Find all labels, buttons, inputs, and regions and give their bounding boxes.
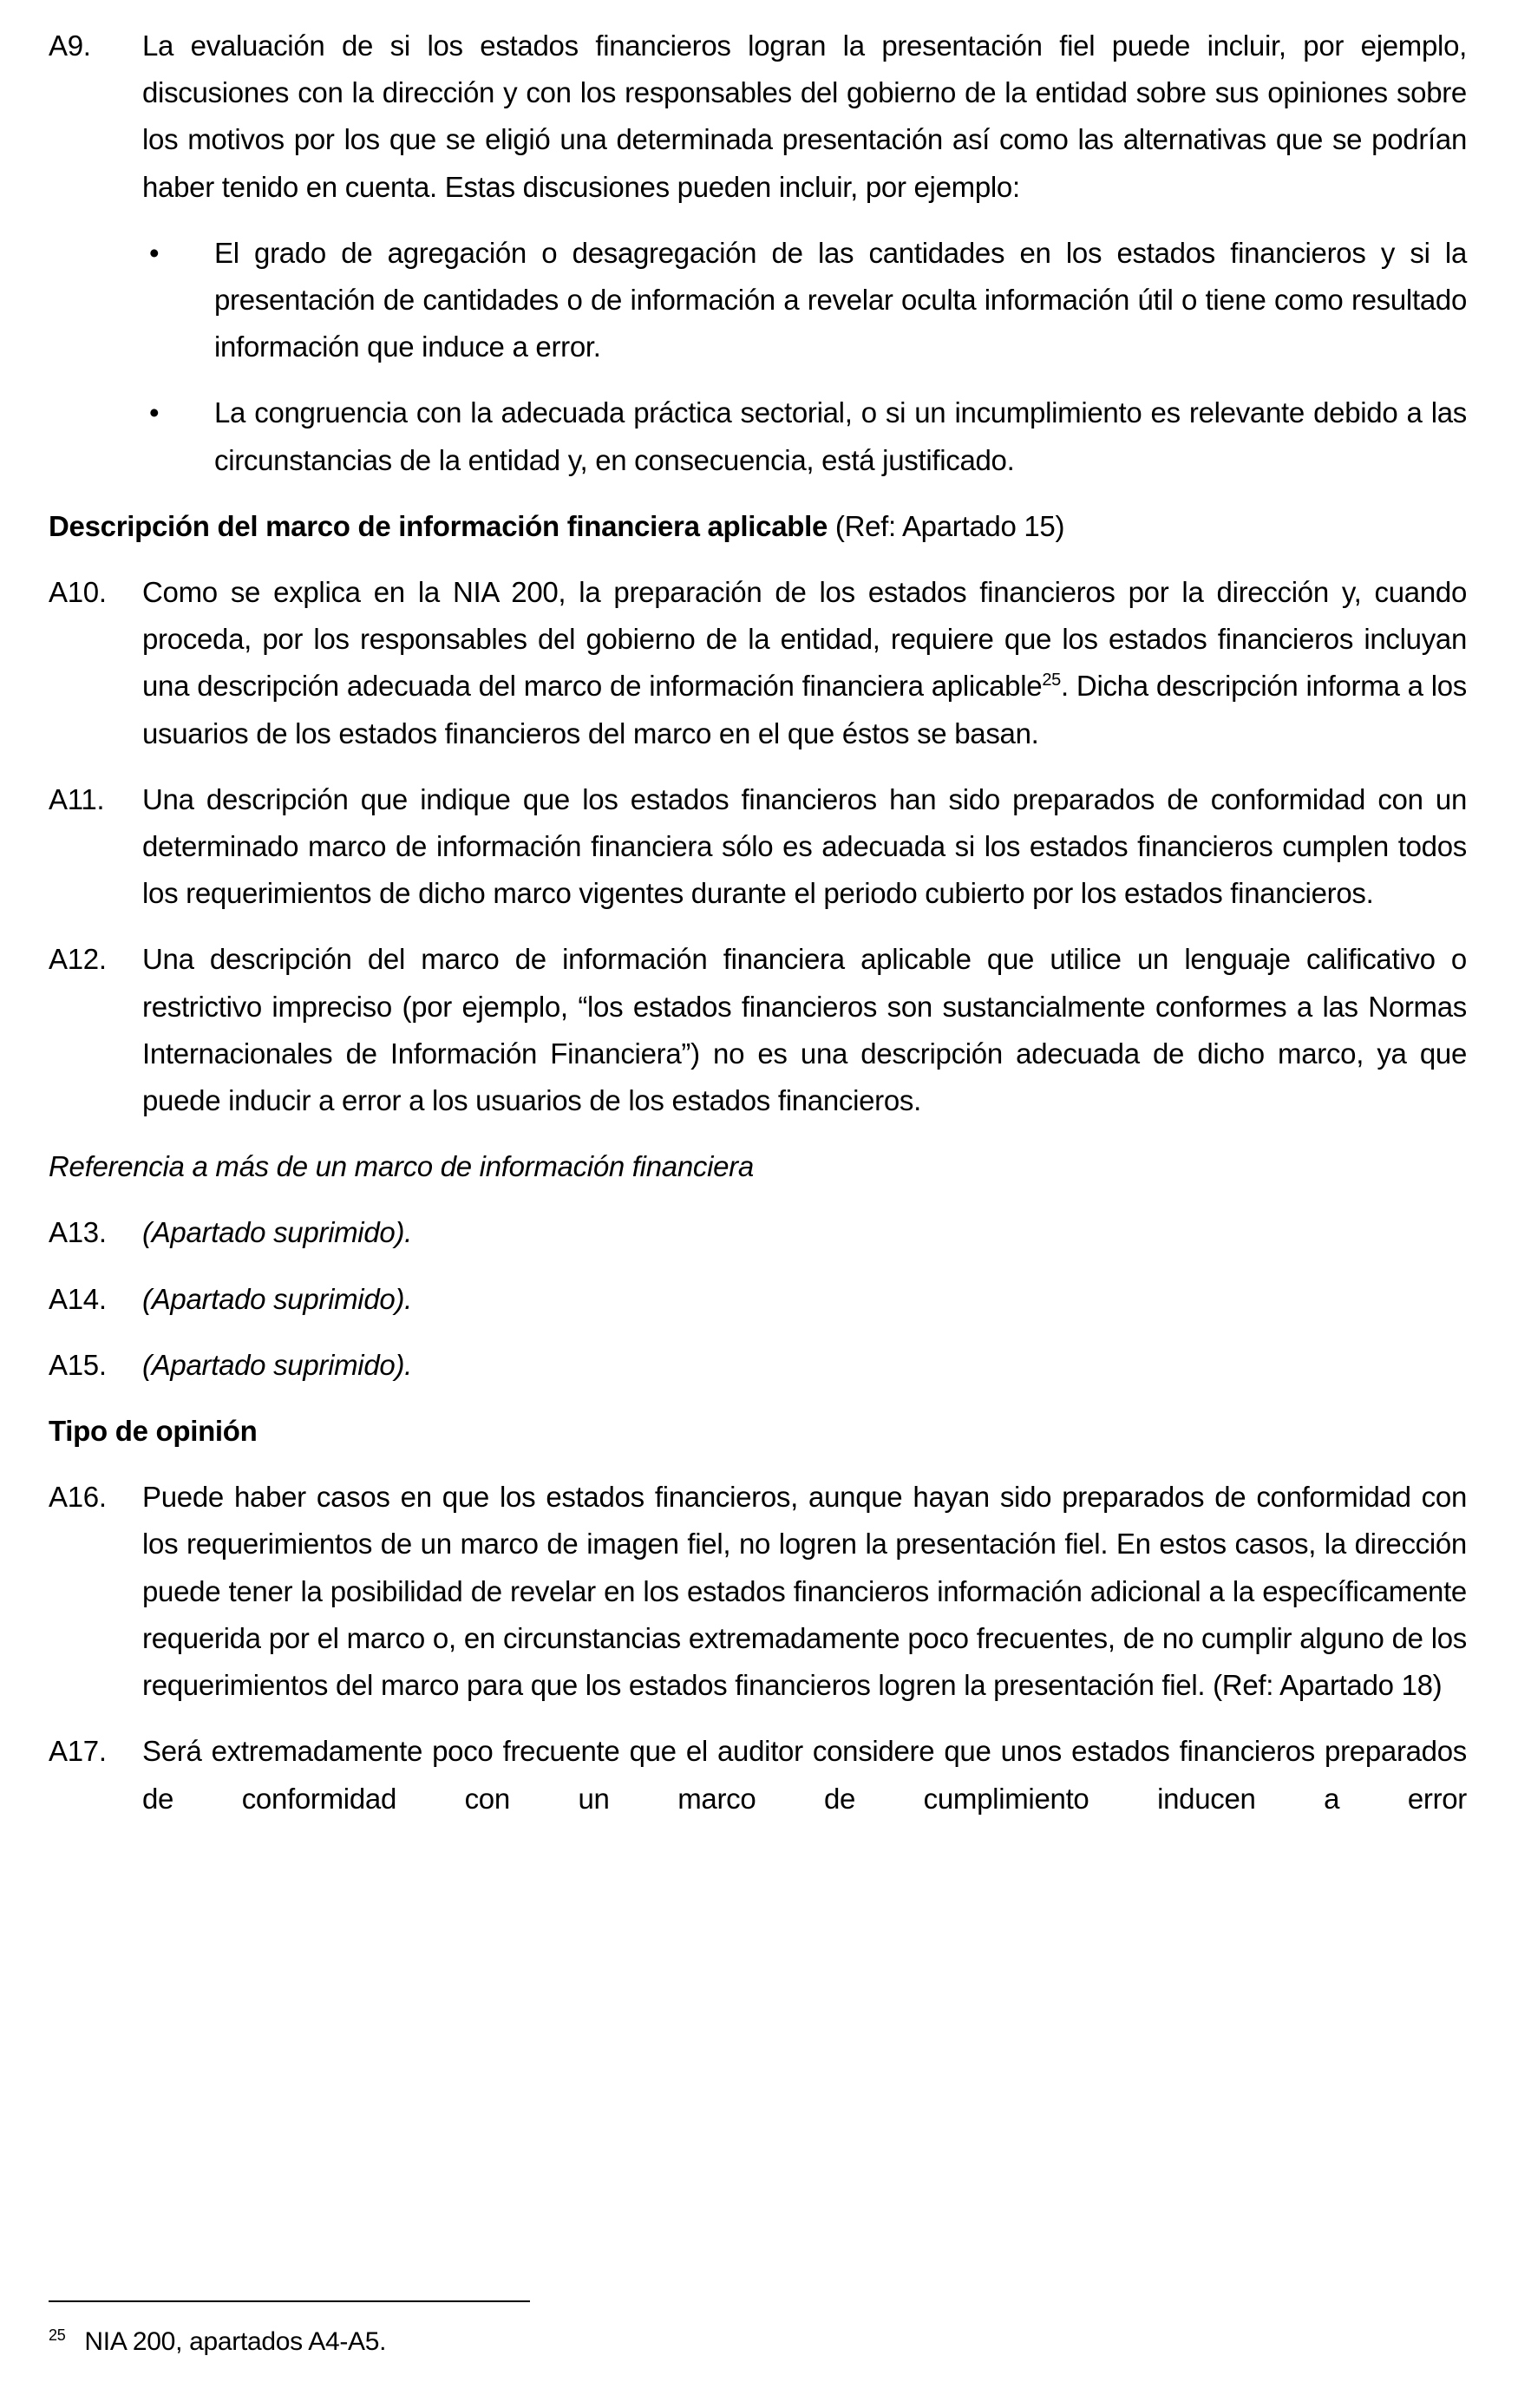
paragraph-number: A12. <box>49 943 107 976</box>
paragraph-number: A14. <box>49 1282 107 1315</box>
paragraph-number: A16. <box>49 1481 107 1514</box>
paragraph-text: Será extremadamente poco frecuente que el auditor considere que unos estados financieros preparados de conformidad con un marco de cumplimiento inducen a error <box>142 1735 1467 1815</box>
subsection-heading: Referencia a más de un marco de información financiera <box>49 1150 754 1183</box>
paragraph-text: (Apartado suprimido). <box>142 1282 413 1315</box>
paragraph-a15 <box>49 1342 1467 1389</box>
paragraph-a13 <box>49 1209 1467 1256</box>
bullet-icon: • <box>149 396 160 429</box>
footnote <box>49 2321 386 2363</box>
paragraph-text-continued: . Dicha descripción informa a los usuarios de los estados financieros del marco en el que éstos se basan. <box>142 670 1467 749</box>
paragraph-text: Una descripción del marco de información financiera aplicable que utilice un lenguaje calificativo o restrictivo impreciso (por ejemplo, “los estados financieros son sustancialmente conformes a las Normas Internacionales de Información Financiera”) no es una descripción adecuada de dicho marco, ya que puede inducir a error a los usuarios de los estados financieros. <box>142 943 1467 1117</box>
paragraph-a9 <box>49 23 1467 211</box>
paragraph-text: (Apartado suprimido). <box>142 1216 413 1249</box>
paragraph-number: A9. <box>49 29 91 62</box>
document-page <box>49 23 1467 1842</box>
paragraph-a14 <box>49 1276 1467 1323</box>
footnote-separator <box>49 2300 530 2302</box>
section-heading: Tipo de opinión <box>49 1415 258 1448</box>
footnote-number: 25 <box>49 2326 66 2344</box>
heading-title: Descripción del marco de información financiera aplicable <box>49 509 828 542</box>
paragraph-a12 <box>49 936 1467 1124</box>
paragraph-a17 <box>49 1728 1467 1822</box>
paragraph-a11 <box>49 776 1467 918</box>
paragraph-number: A10. <box>49 576 107 609</box>
footnote-text: NIA 200, apartados A4-A5. <box>84 2327 387 2356</box>
paragraph-a10 <box>49 569 1467 757</box>
paragraph-text: (Apartado suprimido). <box>142 1348 413 1381</box>
paragraph-number: A17. <box>49 1735 107 1768</box>
bullet-icon: • <box>149 236 160 269</box>
paragraph-text: Como se explica en la NIA 200, la preparación de los estados financieros por la dirección y, cuando proceda, por los responsables del gobierno de la entidad, requiere que los estados financieros incluyan una descripción adecuada del marco de información financiera aplicable <box>142 576 1467 703</box>
section-heading <box>49 503 1467 550</box>
paragraph-number: A15. <box>49 1348 107 1381</box>
bullet-text: El grado de agregación o desagregación de las cantidades en los estados financieros y si la presentación de cantidades o de información a revelar oculta información útil o tiene como resultado información que induce a error. <box>214 236 1467 363</box>
bullet-text: La congruencia con la adecuada práctica sectorial, o si un incumplimiento es relevante debido a las circunstancias de la entidad y, en consecuencia, está justificado. <box>214 396 1467 476</box>
paragraph-text: Una descripción que indique que los estados financieros han sido preparados de conformidad con un determinado marco de información financiera sólo es adecuada si los estados financieros cumplen todos los requerimientos de dicho marco vigentes durante el periodo cubierto por los estados financieros. <box>142 782 1467 910</box>
bullet-item <box>49 389 1467 483</box>
paragraph-number: A13. <box>49 1216 107 1249</box>
paragraph-text: Puede haber casos en que los estados financieros, aunque hayan sido preparados de conformidad con los requerimientos de un marco de imagen fiel, no logren la presentación fiel. En estos casos, la dirección puede tener la posibilidad de revelar en los estados financieros información adicional a la específicamente requerida por el marco o, en circunstancias extremadamente poco frecuentes, de no cumplir alguno de los requerimientos del marco para que los estados financieros logren la presentación fiel. (Ref: Apartado 18) <box>142 1481 1467 1702</box>
paragraph-number: A11. <box>49 782 105 815</box>
paragraph-a16 <box>49 1474 1467 1709</box>
paragraph-text: La evaluación de si los estados financieros logran la presentación fiel puede incluir, por ejemplo, discusiones con la dirección y con los responsables del gobierno de la entidad sobre sus opiniones sobre los motivos por los que se eligió una determinada presentación así como las alternativas que se podrían haber tenido en cuenta. Estas discusiones pueden incluir, por ejemplo: <box>142 29 1467 203</box>
footnote-reference[interactable]: 25 <box>1042 671 1061 690</box>
heading-reference: (Ref: Apartado 15) <box>828 509 1065 542</box>
bullet-item <box>49 230 1467 371</box>
